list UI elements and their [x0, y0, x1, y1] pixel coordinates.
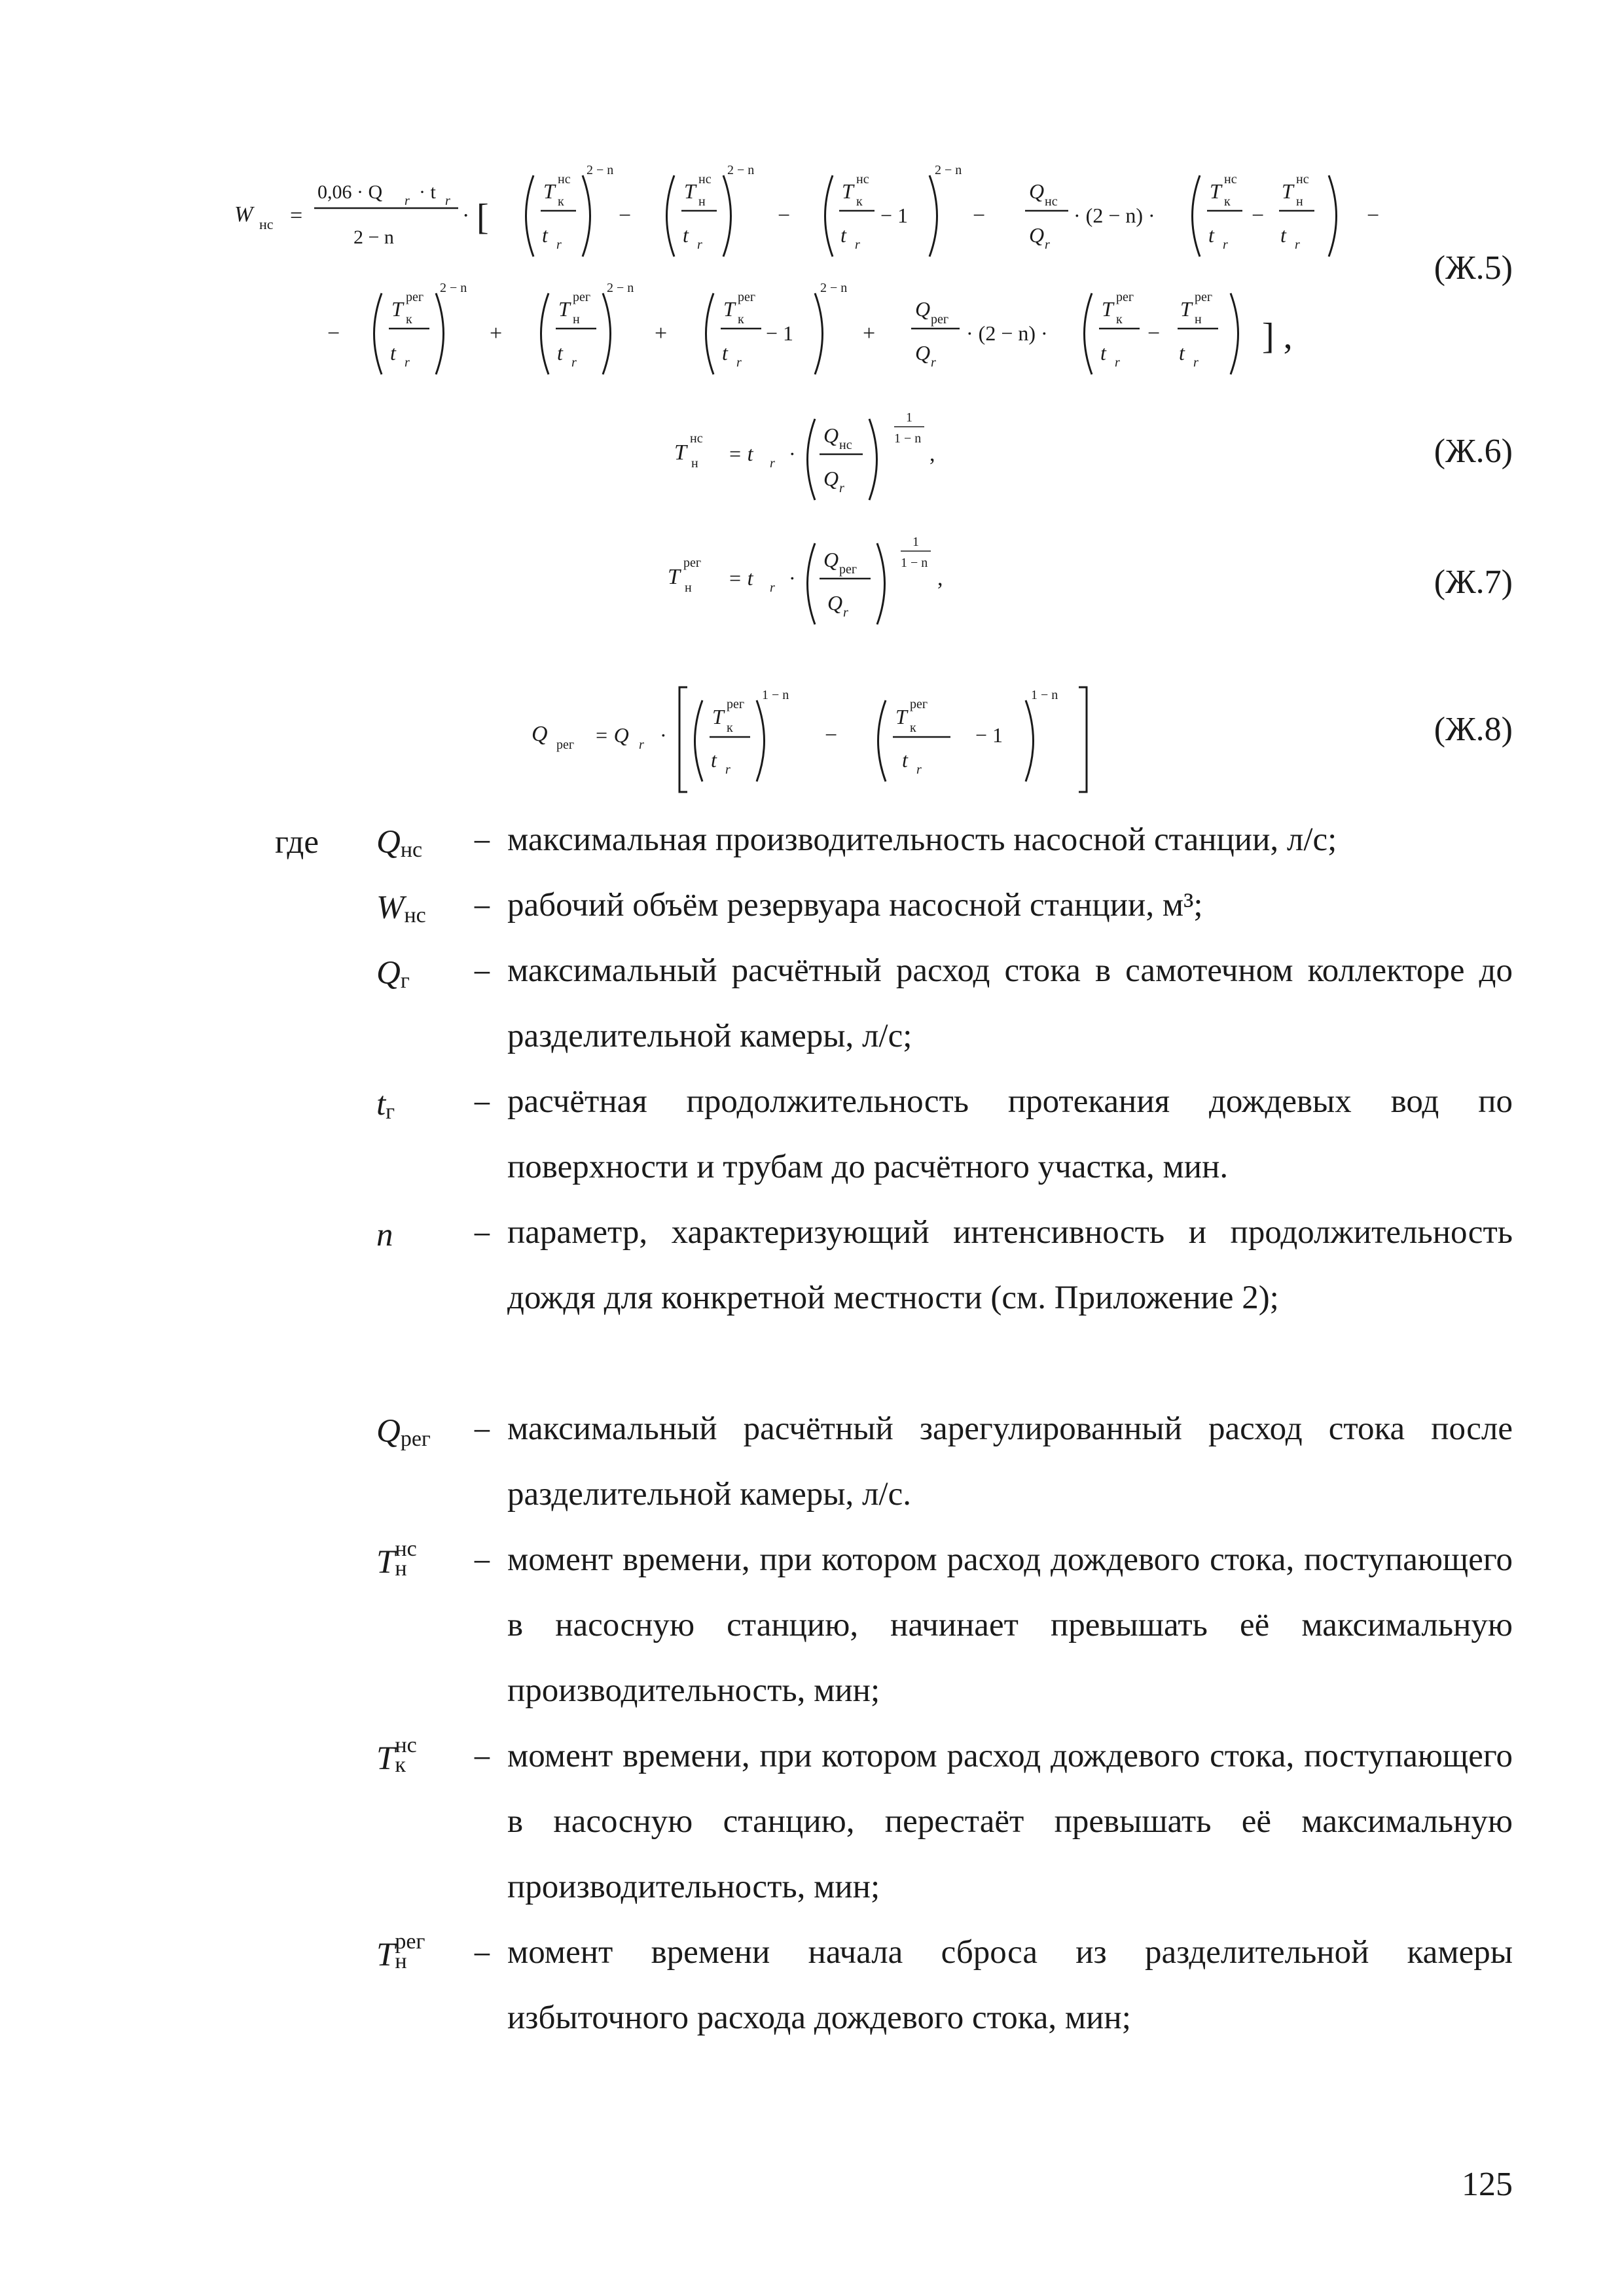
definition-symbol: tг [376, 1086, 395, 1124]
svg-text:н: н [573, 312, 580, 327]
svg-text:−: − [1252, 204, 1265, 228]
svg-text:н: н [685, 581, 692, 595]
w-symbol: W [234, 202, 253, 226]
svg-text:Q: Q [915, 297, 931, 321]
svg-text:+: + [655, 321, 668, 346]
svg-text:н: н [698, 194, 706, 209]
svg-text:T: T [712, 705, 724, 728]
svg-text:рег: рег [573, 290, 591, 304]
svg-text:2 − n: 2 − n [586, 163, 614, 177]
svg-text:н: н [1296, 194, 1303, 209]
paren-right [583, 175, 590, 257]
svg-text:−: − [619, 204, 632, 228]
svg-text:r: r [571, 355, 577, 370]
svg-text:,: , [929, 442, 935, 466]
svg-text:r: r [1223, 238, 1228, 252]
svg-text:нс: нс [856, 172, 869, 187]
svg-text:к: к [910, 721, 916, 735]
svg-text:рег: рег [406, 290, 424, 304]
svg-text:r: r [405, 194, 410, 208]
svg-text:= Q: = Q [594, 723, 629, 747]
svg-text:r: r [839, 481, 844, 495]
svg-text:нс: нс [698, 172, 712, 187]
definition-symbol: T нс к [376, 1733, 417, 1777]
definition-text: максимальный расчётный расход стока в самотечном коллекторе до разделительной камеры, л/с; [507, 952, 1513, 1054]
svg-text:t: t [1179, 341, 1185, 365]
svg-text:[: [ [477, 197, 489, 238]
svg-text:−: − [778, 204, 791, 228]
document-page: W нс = 0,06 · Q r · t r 2 − n · [ T нс к t r 2 − n − T нс н t r 2 − n − T нс к t r − 1 2 − n − Q нс Q r · (2 − n) · T нс к t r − T нс н t r − − T рег к t r 2 − n + T рег н t r 2 − n + T рег к t r − 1 2 − n + Q рег Q r · (2 − n) · T рег к t r − T рег н t r ] , (Ж.5) T нс н = t r · Q нс Q r 1 1 − n , (Ж.6) T рег н = t r · Q рег Q r 1 1 − n , (Ж.7) Q рег = Q r · T рег к t r 1 − n − T рег к t r − 1 1 − n (Ж.8) где Qнс − максимальная производительность насосной станции, л/с; Wнс − рабочий объём резервуара насосной станции, м³; Qг − максимальный расчётный расход стока в самотечном коллекторе до разделительной камеры, л/с; tг − расчётная продолжительность протекания дождевых вод по поверхности и трубам до расчётного участка, мин. n − параметр, характеризующий интенсивность и продолжительность дождя для конкретной местности (см. Приложение 2); Qрег − максимальный расчётный зарегулированный расход стока после разделительной камеры, л/с. T нс н − момент времени, при котором расход дождевого стока, поступающего в насосную станцию, начинает превышать её максимальную производительность, мин; T нс к − момент времени, при котором расход дождевого стока, поступающего в насосную станцию, перестаёт превышать её максимальную производительность, мин; T рег н − момент времени начала сброса из разделительной камеры избыточного расхода дождевого стока, мин; 125 [0, 0, 1624, 2296]
svg-text:T: T [723, 297, 735, 321]
svg-text:н: н [691, 456, 698, 471]
svg-text:1 − n: 1 − n [762, 688, 789, 702]
svg-text:− 1: − 1 [880, 204, 909, 227]
svg-text:t: t [542, 223, 548, 247]
svg-text:T: T [674, 440, 687, 465]
svg-text:·: · [462, 204, 470, 228]
svg-text:r: r [916, 762, 922, 777]
definition-symbol: Wнс [376, 889, 426, 927]
svg-text:t: t [1100, 341, 1106, 365]
svg-text:r: r [697, 238, 702, 252]
svg-text:T: T [543, 179, 555, 203]
coef-numerator: 0,06 · Q [317, 181, 383, 203]
svg-text:t: t [557, 341, 563, 365]
svg-text:рег: рег [738, 290, 756, 304]
definition-symbol: Qнс [376, 824, 423, 862]
svg-text:рег: рег [931, 312, 949, 327]
svg-text:−: − [973, 204, 986, 228]
svg-text:t: t [1208, 223, 1214, 247]
equation-number-zh6: (Ж.6) [1434, 433, 1513, 470]
bracket-right [1079, 687, 1087, 792]
svg-text:r: r [770, 581, 775, 595]
svg-text:рег: рег [1195, 290, 1213, 304]
svg-text:T: T [895, 705, 907, 728]
svg-text:2 − n: 2 − n [935, 163, 962, 177]
definition-text: момент времени, при котором расход дождевого стока, поступающего в насосную станцию, перестаёт превышать её максимальную производительность, мин; [507, 1738, 1513, 1905]
svg-text:н: н [1195, 312, 1202, 327]
svg-text:2 − n: 2 − n [440, 281, 467, 295]
svg-text:нс: нс [690, 431, 703, 446]
svg-text:T: T [1282, 179, 1293, 203]
svg-text:Q: Q [1029, 223, 1045, 247]
svg-text:рег: рег [1116, 290, 1134, 304]
svg-text:− 1: − 1 [766, 321, 794, 345]
svg-text:к: к [1224, 194, 1231, 209]
svg-text:к: к [1116, 312, 1123, 327]
definition-text: расчётная продолжительность протекания дождевых вод по поверхности и трубам до расчётного участка, мин. [507, 1083, 1513, 1185]
svg-text:r: r [445, 194, 450, 208]
svg-text:1 − n: 1 − n [1031, 688, 1058, 702]
svg-text:r: r [1115, 355, 1120, 370]
svg-text:T: T [391, 297, 403, 321]
svg-text:нс: нс [1296, 172, 1309, 187]
svg-text:2 − n: 2 − n [353, 226, 394, 248]
svg-text:−: − [327, 321, 340, 346]
svg-text:t: t [1280, 223, 1286, 247]
svg-text:2 − n: 2 − n [820, 281, 848, 295]
definition-symbol: T нс н [376, 1537, 417, 1581]
svg-text:t: t [390, 341, 396, 365]
svg-text:r: r [736, 355, 742, 370]
page-number: 125 [1462, 2166, 1513, 2203]
svg-text:r: r [931, 355, 936, 370]
definition-symbol: Qрег [376, 1413, 431, 1451]
svg-text:Q: Q [823, 548, 839, 571]
svg-text:−: − [825, 723, 838, 747]
svg-text:Q: Q [827, 591, 843, 615]
svg-text:r: r [639, 738, 644, 752]
svg-text:= t: = t [728, 442, 753, 465]
equation-zh5 [0, 0, 1624, 406]
svg-text:,: , [937, 566, 943, 590]
definition-symbol: n [376, 1217, 393, 1253]
bracket-left [679, 687, 687, 792]
svg-text:2 − n: 2 − n [607, 281, 634, 295]
equation-number-zh7: (Ж.7) [1434, 564, 1513, 601]
svg-text:−: − [1367, 204, 1380, 228]
svg-text:T: T [558, 297, 570, 321]
equation-zh7 [0, 530, 1624, 661]
svg-text:к: к [406, 312, 412, 327]
svg-text:−: − [1147, 321, 1161, 346]
svg-text:T: T [1180, 297, 1192, 321]
svg-text:· (2 − n) ·: · (2 − n) · [1074, 204, 1155, 227]
svg-text:к: к [856, 194, 863, 209]
svg-text:нс: нс [558, 172, 571, 187]
svg-text:r: r [725, 762, 731, 777]
equation-number-zh5: (Ж.5) [1434, 249, 1513, 287]
equation-zh6 [0, 406, 1624, 537]
svg-text:·: · [789, 566, 796, 590]
svg-text:t: t [683, 223, 689, 247]
svg-text:рег: рег [727, 697, 745, 711]
svg-text:− 1: − 1 [975, 723, 1003, 747]
svg-text:1 − n: 1 − n [894, 431, 922, 446]
definition-text: момент времени, при котором расход дождевого стока, поступающего в насосную станцию, начинает превышать её максимальную производительность, мин; [507, 1541, 1513, 1709]
svg-text:T: T [1210, 179, 1221, 203]
svg-text:рег: рег [839, 562, 857, 577]
svg-text:нс: нс [259, 216, 274, 232]
svg-text:к: к [738, 312, 744, 327]
paren-left [526, 175, 534, 257]
svg-text:Q: Q [823, 423, 839, 447]
where-word: где [275, 824, 319, 861]
svg-text:t: t [840, 223, 846, 247]
svg-text:нс: нс [839, 438, 852, 452]
svg-text:t: t [902, 748, 908, 772]
svg-text:к: к [727, 721, 733, 735]
definition-text: рабочий объём резервуара насосной станции, м³; [507, 887, 1203, 924]
equation-zh8 [0, 668, 1624, 812]
definition-text: параметр, характеризующий интенсивность и продолжительность дождя для конкретной местности (см. Приложение 2); [507, 1214, 1513, 1316]
svg-text:нс: нс [1224, 172, 1237, 187]
definition-symbol: T рег н [376, 1929, 425, 1973]
svg-text:T: T [842, 179, 854, 203]
svg-text:Q: Q [532, 722, 548, 746]
svg-text:к: к [558, 194, 564, 209]
svg-text:нс: нс [1045, 194, 1058, 209]
definition-text: момент времени начала сброса из разделительной камеры избыточного расхода дождевого стока, мин; [507, 1934, 1513, 2036]
svg-text:= t: = t [728, 566, 753, 590]
svg-text:r: r [1045, 238, 1050, 252]
svg-text:T: T [1102, 297, 1113, 321]
svg-text:рег: рег [556, 738, 575, 752]
svg-text:T: T [668, 565, 680, 589]
svg-text:+: + [490, 321, 503, 346]
svg-text:·: · [789, 442, 796, 465]
svg-text:r: r [843, 605, 848, 620]
svg-text:r: r [770, 456, 775, 471]
svg-text:рег: рег [683, 556, 702, 570]
svg-text:t: t [722, 341, 728, 365]
svg-text:2 − n: 2 − n [727, 163, 755, 177]
svg-text:1 − n: 1 − n [901, 556, 928, 570]
definition-text: максимальная производительность насосной станции, л/с; [507, 821, 1337, 858]
definition-symbol: Qг [376, 955, 410, 993]
svg-text:Q: Q [915, 341, 931, 365]
svg-text:] ,: ] , [1262, 316, 1293, 357]
svg-text:· t: · t [419, 181, 436, 203]
definition-text: максимальный расчётный зарегулированный расход стока после разделительной камеры, л/с. [507, 1410, 1513, 1513]
svg-text:r: r [1295, 238, 1300, 252]
svg-text:T: T [684, 179, 696, 203]
svg-text:r: r [855, 238, 860, 252]
svg-text:·: · [660, 723, 667, 747]
svg-text:+: + [863, 321, 876, 346]
svg-text:r: r [1193, 355, 1199, 370]
svg-text:t: t [711, 748, 717, 772]
svg-text:Q: Q [1029, 179, 1045, 203]
svg-text:Q: Q [823, 467, 839, 490]
svg-text:r: r [556, 238, 562, 252]
svg-text:r: r [405, 355, 410, 370]
svg-text:· (2 − n) ·: · (2 − n) · [966, 321, 1048, 345]
equation-number-zh8: (Ж.8) [1434, 711, 1513, 748]
svg-text:1: 1 [912, 535, 919, 549]
svg-text:=: = [290, 204, 303, 228]
svg-text:рег: рег [910, 697, 928, 711]
svg-text:1: 1 [906, 410, 912, 425]
